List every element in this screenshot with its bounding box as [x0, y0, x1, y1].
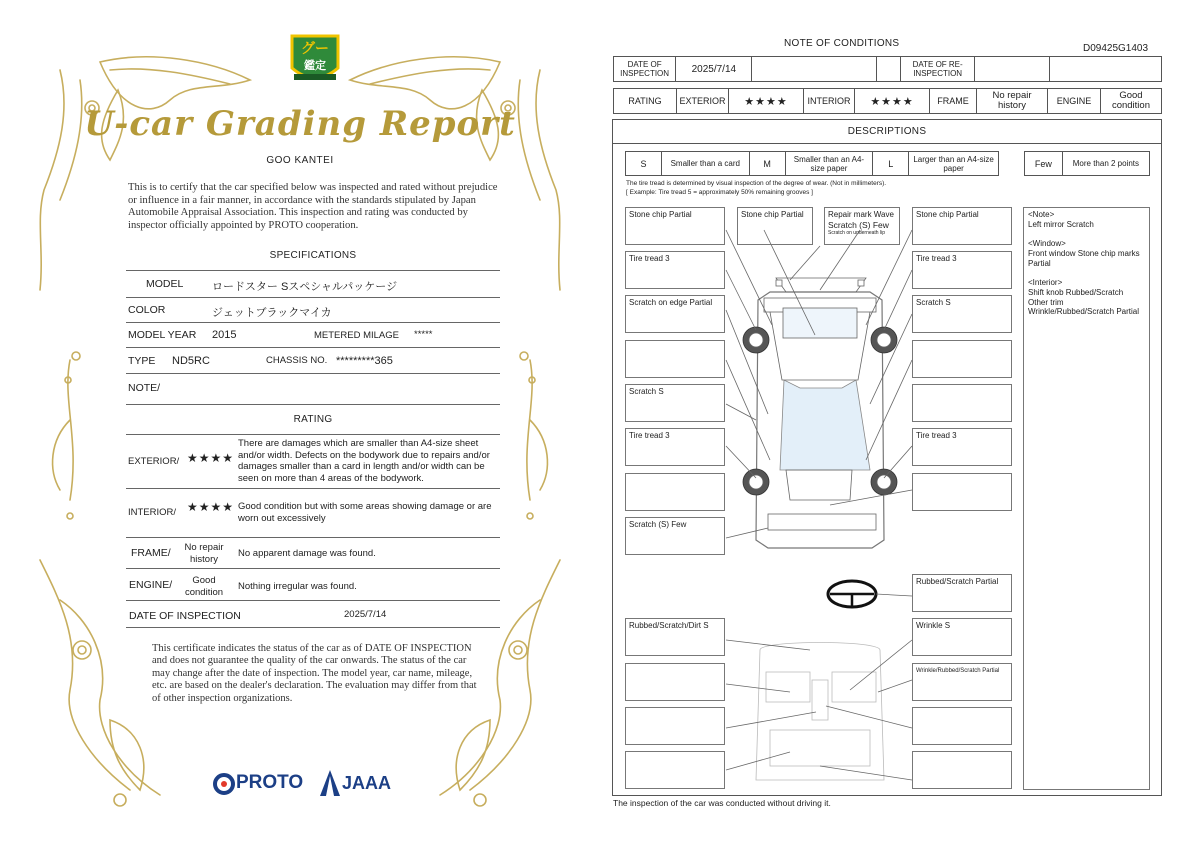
condition-box: Tire tread 3 — [912, 428, 1012, 466]
metered-milage-label: METERED MILAGE — [314, 330, 399, 341]
condition-box: Tire tread 3 — [625, 251, 725, 289]
date-of-inspection-header: DATE OF INSPECTION — [614, 57, 676, 82]
rating-heading: RATING — [293, 414, 333, 425]
proto-logo-text: PROTO — [236, 772, 304, 793]
chassis-value: *********365 — [336, 355, 393, 367]
condition-box — [625, 707, 725, 745]
legend-m-desc: Smaller than an A4-size paper — [785, 152, 873, 176]
legend-m: M — [749, 152, 785, 176]
interior-text: Other trim — [1028, 297, 1064, 307]
condition-box: Stone chip Partial — [625, 207, 725, 245]
inspection-footnote: The inspection of the car was conducted without driving it. — [613, 798, 831, 808]
legend-few: Few — [1025, 152, 1063, 176]
interior-heading: <Interior> — [1028, 277, 1063, 287]
metered-milage-value: ***** — [414, 329, 433, 340]
frame-value-cell: No repair history — [976, 89, 1047, 114]
model-year-label: MODEL YEAR — [128, 329, 197, 341]
exterior-stars: ★★★★ — [187, 451, 235, 465]
model-value: ロードスター Sスペシャルパッケージ — [212, 281, 398, 293]
condition-box: Scratch (S) Few — [625, 517, 725, 555]
condition-box-multi — [824, 207, 900, 245]
interior-header: INTERIOR — [804, 89, 855, 114]
color-value: ジェットブラックマイカ — [212, 307, 332, 319]
condition-box: Rubbed/Scratch Partial — [912, 574, 1012, 612]
model-label: MODEL — [146, 278, 184, 290]
certificate-intro: This is to certify that the car specified below was inspected and rated without prejudice or influence in a fair manner, in accordance with the standards stipulated by Japan Automobile Appraisal Association. This inspection and rating was conducted by inspector officially appointed by PROTO cooperation. — [128, 182, 498, 231]
frame-label: FRAME/ — [131, 547, 171, 559]
date-of-reinspection-header: DATE OF RE-INSPECTION — [901, 57, 975, 82]
rating-header: RATING — [614, 89, 677, 114]
condition-box: Scratch on edge Partial — [625, 295, 725, 333]
chassis-label: CHASSIS NO. — [266, 355, 328, 366]
condition-box — [912, 751, 1012, 789]
legend-s-desc: Smaller than a card — [661, 152, 749, 176]
frame-value: No repair history — [184, 542, 224, 565]
window-text: Front window Stone chip marks Partial — [1028, 248, 1140, 268]
specifications-heading: SPECIFICATIONS — [269, 250, 357, 261]
date-of-inspection-cell: 2025/7/14 — [676, 57, 752, 82]
note-text: Left mirror Scratch — [1028, 219, 1094, 229]
note-of-conditions-title: NOTE OF CONDITIONS — [784, 38, 900, 49]
tire-note: The tire tread is determined by visual inspection of the degree of wear. (Not in millimeters). — [626, 180, 887, 187]
condition-box: Stone chip Partial — [912, 207, 1012, 245]
date-of-inspection-label: DATE OF INSPECTION — [129, 610, 241, 622]
condition-box — [625, 663, 725, 701]
condition-text: Scratch on underneath lip — [828, 230, 885, 236]
certificate-subtitle: GOO KANTEI — [266, 155, 334, 166]
condition-box — [625, 340, 725, 378]
condition-box: Scratch S — [912, 295, 1012, 333]
condition-box: Tire tread 3 — [912, 251, 1012, 289]
jaaa-logo-text: JAAA — [342, 773, 392, 793]
tire-example-note: [ Example: Tire tread 5 = approximately 50% remaining grooves ] — [626, 189, 813, 196]
document-id: D09425G1403 — [1083, 43, 1149, 54]
engine-value: Good condition — [184, 575, 224, 598]
engine-description: Nothing irregular was found. — [238, 581, 357, 592]
note-label: NOTE/ — [128, 382, 161, 394]
interior-description: Good condition but with some areas showing damage or are worn out excessively — [238, 501, 492, 524]
exterior-label: EXTERIOR/ — [128, 456, 180, 467]
exterior-header: EXTERIOR — [677, 89, 729, 114]
certificate-footer: This certificate indicates the status of the car as of DATE OF INSPECTION and does not guarantee the quality of the car onwards. The status of the car may change after the date of inspection. The model year, car name, mileage, etc. are based on the dealer's declaration. The evaluation may differ from that of other inspection organizations. — [152, 643, 477, 704]
legend-l-desc: Larger than an A4-size paper — [909, 152, 999, 176]
legend-s: S — [626, 152, 662, 176]
condition-box: Wrinkle/Rubbed/Scratch Partial — [912, 663, 1012, 701]
frame-header: FRAME — [930, 89, 977, 114]
condition-box — [912, 473, 1012, 511]
legend-l: L — [873, 152, 909, 176]
engine-value-cell: Good condition — [1100, 89, 1161, 114]
exterior-description: There are damages which are smaller than A4-size sheet and/or width. Defects on the bodywork due to repairs and/or damages smaller than a card in length and/or width can be seen on more than 4 areas of the bodywork. — [238, 438, 490, 484]
model-year-value: 2015 — [212, 329, 237, 341]
condition-box — [912, 340, 1012, 378]
certificate-title: U-car Grading Report — [84, 104, 516, 144]
type-label: TYPE — [128, 355, 156, 367]
notes-box — [1023, 207, 1150, 790]
condition-box: Scratch S — [625, 384, 725, 422]
exterior-stars-cell: ★★★★ — [728, 89, 803, 114]
window-heading: <Window> — [1028, 239, 1066, 249]
condition-text: Repair mark Wave — [828, 210, 894, 219]
badge-text-bottom: 鑑定 — [304, 60, 326, 72]
condition-box: Stone chip Partial — [737, 207, 813, 245]
condition-box — [912, 384, 1012, 422]
note-heading: <Note> — [1028, 210, 1055, 219]
interior-stars: ★★★★ — [187, 500, 235, 514]
interior-label: INTERIOR/ — [128, 507, 177, 518]
condition-box — [912, 707, 1012, 745]
condition-box — [625, 751, 725, 789]
frame-description: No apparent damage was found. — [238, 548, 376, 559]
interior-stars-cell: ★★★★ — [854, 89, 929, 114]
condition-box: Rubbed/Scratch/Dirt S — [625, 618, 725, 656]
engine-label: ENGINE/ — [129, 579, 173, 591]
condition-text: Scratch (S) Few — [828, 220, 889, 230]
date-of-inspection-value: 2025/7/14 — [344, 609, 387, 620]
badge-text-top: グー — [301, 40, 329, 56]
type-value: ND5RC — [172, 355, 210, 367]
condition-box — [625, 473, 725, 511]
color-label: COLOR — [128, 304, 166, 316]
interior-text: Shift knob Rubbed/Scratch — [1028, 287, 1124, 297]
engine-header: ENGINE — [1048, 89, 1101, 114]
legend-few-desc: More than 2 points — [1062, 152, 1149, 176]
condition-box: Wrinkle S — [912, 618, 1012, 656]
condition-box: Tire tread 3 — [625, 428, 725, 466]
interior-text: Wrinkle/Rubbed/Scratch Partial — [1028, 307, 1140, 317]
descriptions-heading: DESCRIPTIONS — [612, 119, 1162, 144]
